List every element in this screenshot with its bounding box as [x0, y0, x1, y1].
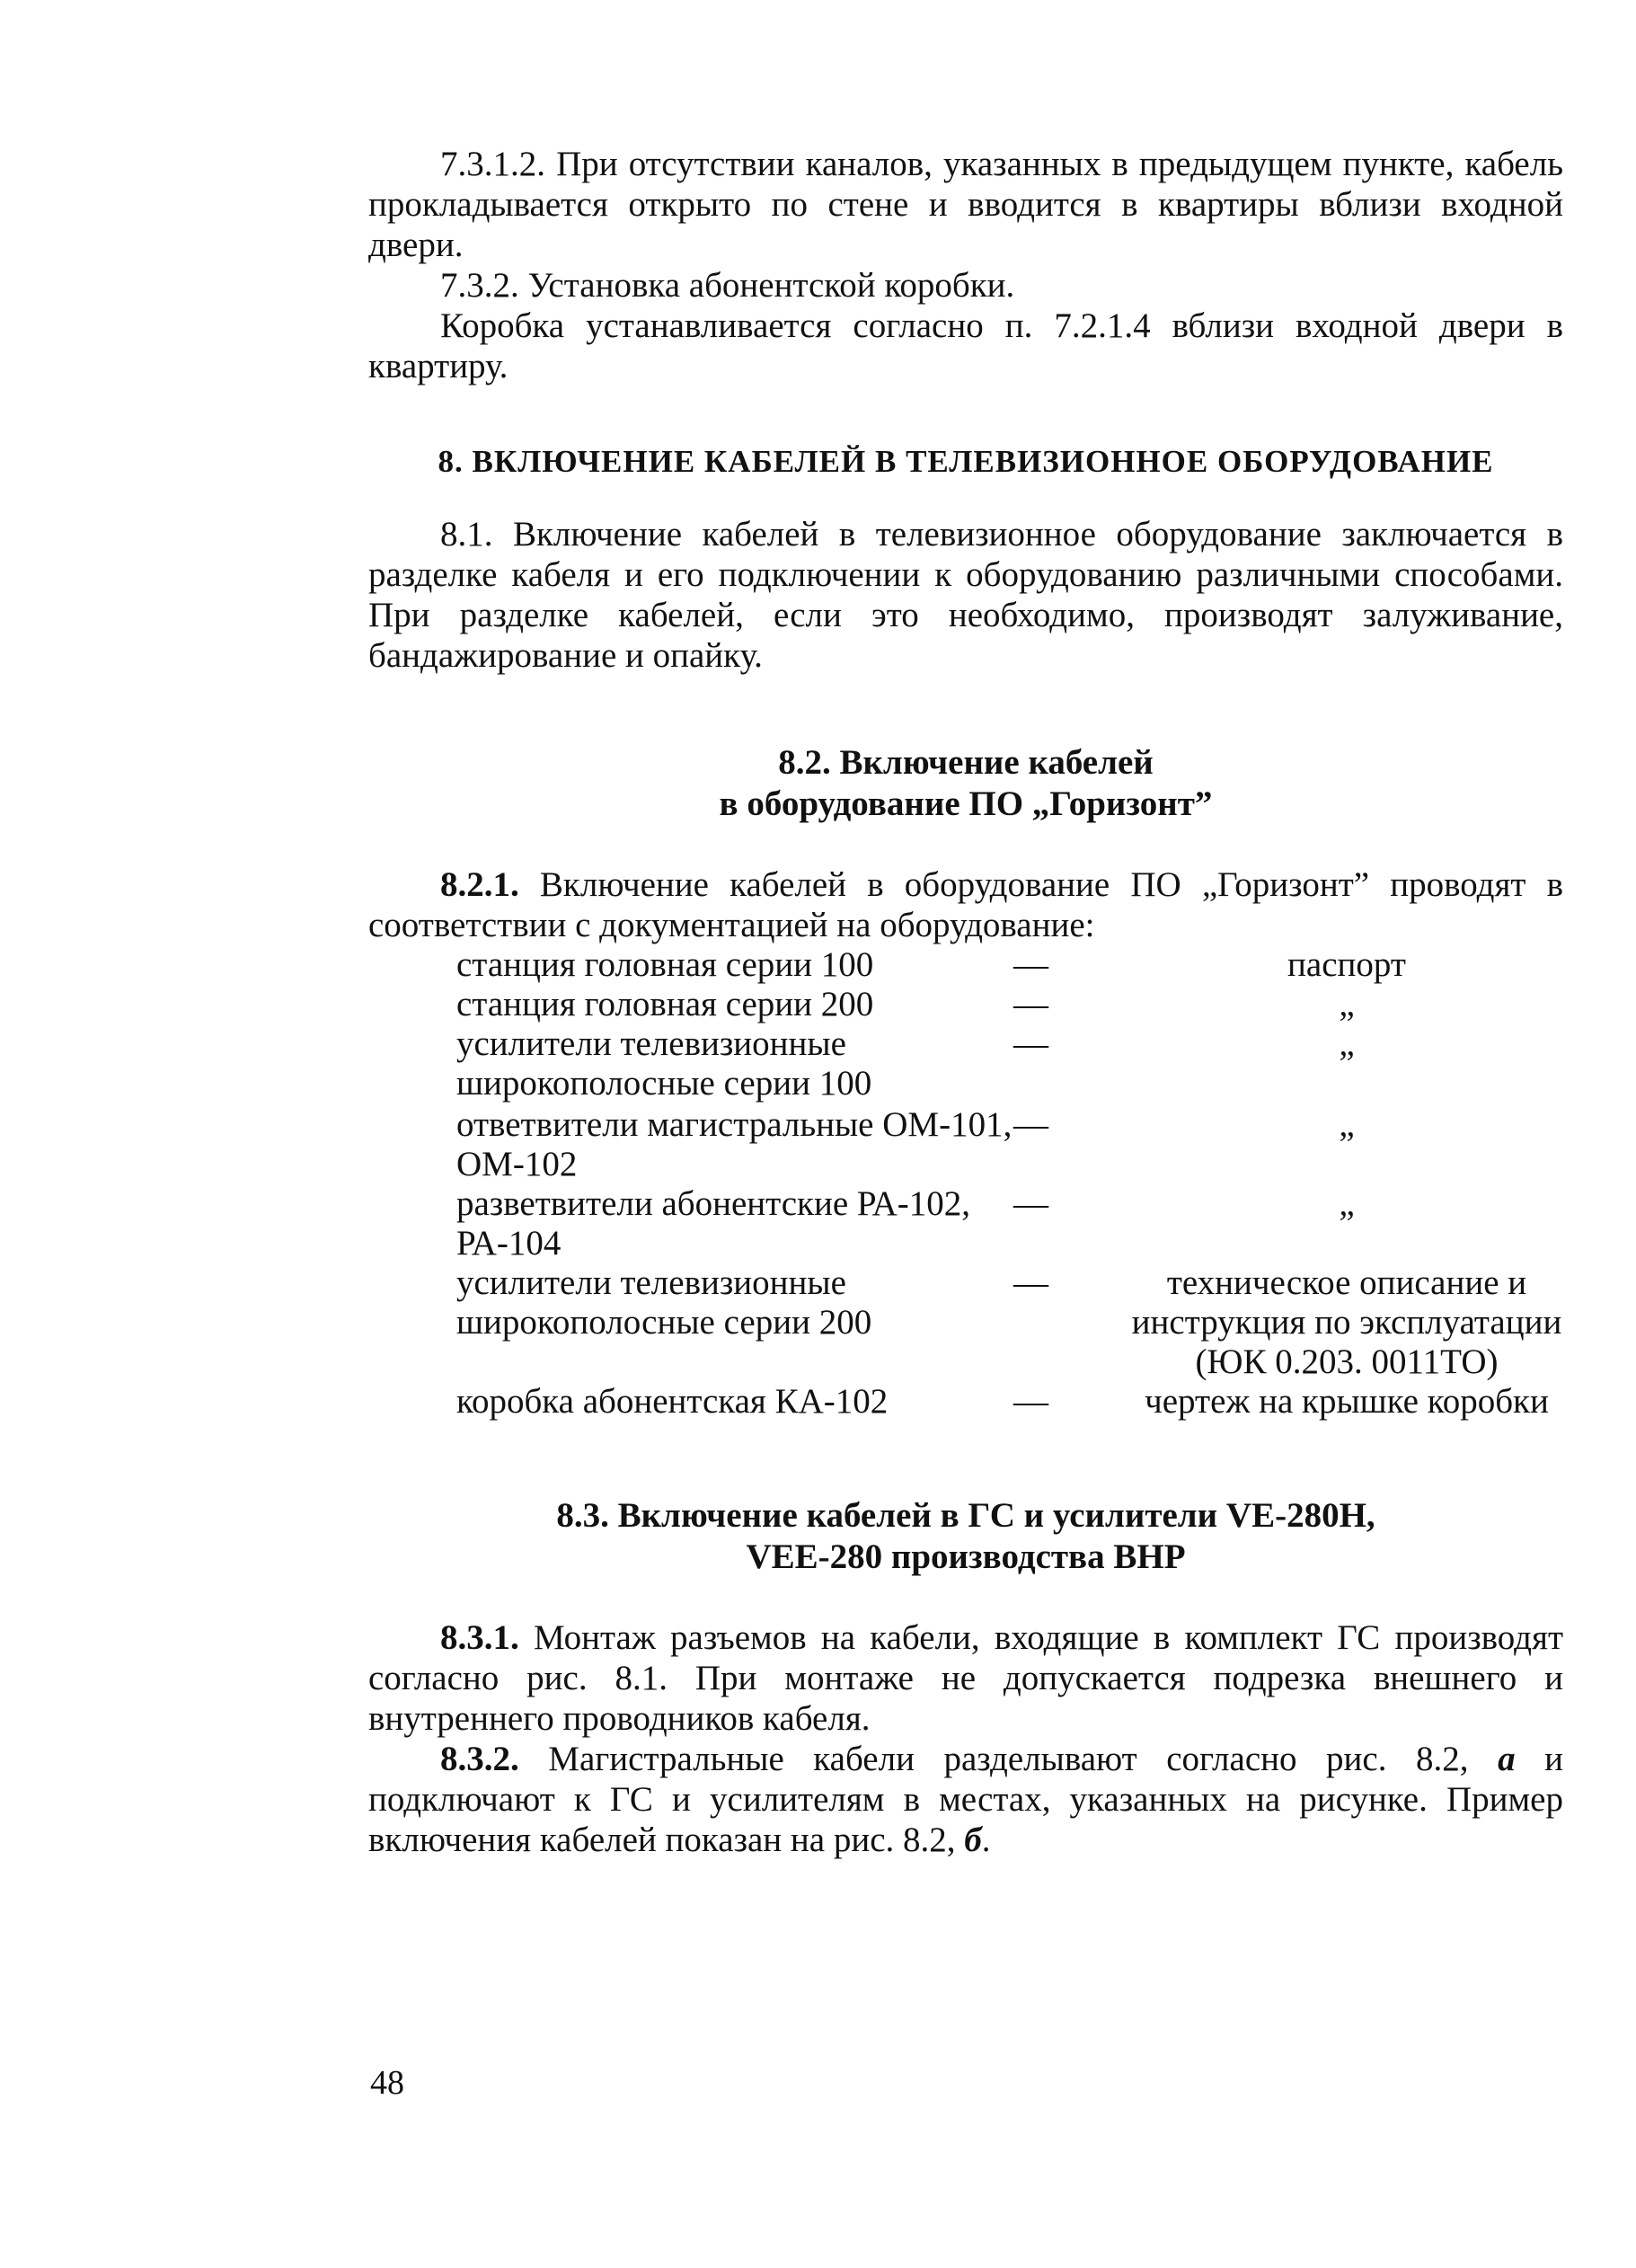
section-8-heading: 8. ВКЛЮЧЕНИЕ КАБЕЛЕЙ В ТЕЛЕВИЗИОННОЕ ОБОРУДОВАНИЕ [438, 444, 1494, 479]
paragraph-8-3-2 [368, 1739, 1563, 1860]
dash: — [1013, 1382, 1048, 1421]
page-number: 48 [370, 2064, 404, 2102]
equipment-name: ответвители магистральные ОМ-101, ОМ-102 [456, 1105, 1013, 1183]
equipment-name: разветвители абонентские РА-102, РА-104 [456, 1184, 970, 1262]
equipment-documentation-table [456, 945, 1563, 1422]
dash: — [1013, 945, 1048, 984]
table-row [456, 985, 1563, 1024]
figure-letter: а [1498, 1740, 1516, 1778]
paragraph-8-2-1 [368, 864, 1563, 945]
paragraph-text: Магистральные кабели разделывают согласно рис. 8.2, [518, 1740, 1499, 1778]
paragraph-text: Включение кабелей в телевизионное оборудование заключается в разделке кабеля и его подключении к оборудованию различными способами. При разделке кабелей, если это необходимо, производят залуживание, бандажирование и опайку. [368, 515, 1563, 675]
heading-line: 8.2. Включение кабелей [778, 743, 1154, 782]
section-8-2-heading [368, 742, 1563, 825]
documentation: „ [1339, 1024, 1355, 1063]
dash: — [1013, 1105, 1048, 1144]
documentation: „ [1339, 985, 1355, 1023]
table-row [456, 1184, 1563, 1263]
paragraph-number: 8.2.1. [440, 865, 519, 904]
equipment-name: станция головная серии 100 [456, 945, 874, 984]
paragraph-text: Коробка устанавливается согласно п. 7.2.1.4 вблизи входной двери в квартиру. [368, 306, 1563, 385]
paragraph-text: Установка абонентской коробки. [518, 266, 1015, 305]
paragraph-number: 7.3.2. [440, 266, 519, 305]
paragraph-number: 8.3.1. [440, 1618, 519, 1657]
documentation: „ [1339, 1184, 1355, 1223]
paragraph-7-3-2 [368, 265, 1563, 306]
documentation: техническое описание и инструкция по эксплуатации (ЮК 0.203. 0011ТО) [1131, 1263, 1562, 1381]
table-row [456, 1103, 1563, 1184]
paragraph-text: и подключают к ГС и усилителям в местах, указанных на рисунке. Пример включения кабелей показан на рис. 8.2, [368, 1740, 1563, 1859]
paragraph-8-3-1 [368, 1617, 1563, 1739]
dash: — [1013, 985, 1048, 1023]
table-row [456, 1263, 1563, 1382]
dash: — [1013, 1024, 1048, 1063]
documentation: паспорт [1287, 945, 1406, 984]
equipment-name: усилители телевизионные широкополосные серии 100 [456, 1024, 872, 1103]
table-row [456, 1024, 1563, 1103]
paragraph-text: Включение кабелей в оборудование ПО „Горизонт” проводят в соответствии с документацией на оборудование: [368, 865, 1563, 944]
paragraph-8-1 [368, 514, 1563, 676]
equipment-name: усилители телевизионные широкополосные серии 200 [456, 1263, 872, 1342]
documentation: чертеж на крышке коробки [1145, 1382, 1549, 1421]
heading-line: в оборудование ПО „Горизонт” [719, 784, 1213, 823]
paragraph-7-3-1-2 [368, 144, 1563, 265]
table-row [456, 1382, 1563, 1422]
paragraph-text: Монтаж разъемов на кабели, входящие в комплект ГС производят согласно рис. 8.1. При монтаже не допускается подрезка внешнего и внутреннего проводников кабеля. [368, 1618, 1563, 1738]
documentation: „ [1339, 1105, 1355, 1144]
heading-line: 8.3. Включение кабелей в ГС и усилители VE-280H, [556, 1496, 1375, 1535]
table-row [456, 945, 1563, 985]
heading-line: VEE-280 производства ВНР [746, 1537, 1186, 1576]
dash: — [1013, 1263, 1048, 1302]
paragraph-text: . [981, 1821, 991, 1859]
paragraph-number: 7.3.1.2. [440, 145, 545, 183]
equipment-name: станция головная серии 200 [456, 985, 874, 1023]
paragraph-number: 8.3.2. [440, 1740, 519, 1778]
figure-letter: б [964, 1821, 982, 1859]
equipment-name: коробка абонентская КА-102 [456, 1382, 889, 1421]
paragraph-box-installation [368, 306, 1563, 386]
paragraph-number: 8.1. [440, 515, 493, 554]
dash: — [1013, 1184, 1048, 1223]
document-page [368, 144, 1563, 1860]
section-8-3-heading [368, 1495, 1563, 1578]
paragraph-text: При отсутствии каналов, указанных в предыдущем пункте, кабель прокладывается открыто по стене и вводится в квартиры вблизи входной двери. [368, 145, 1563, 264]
